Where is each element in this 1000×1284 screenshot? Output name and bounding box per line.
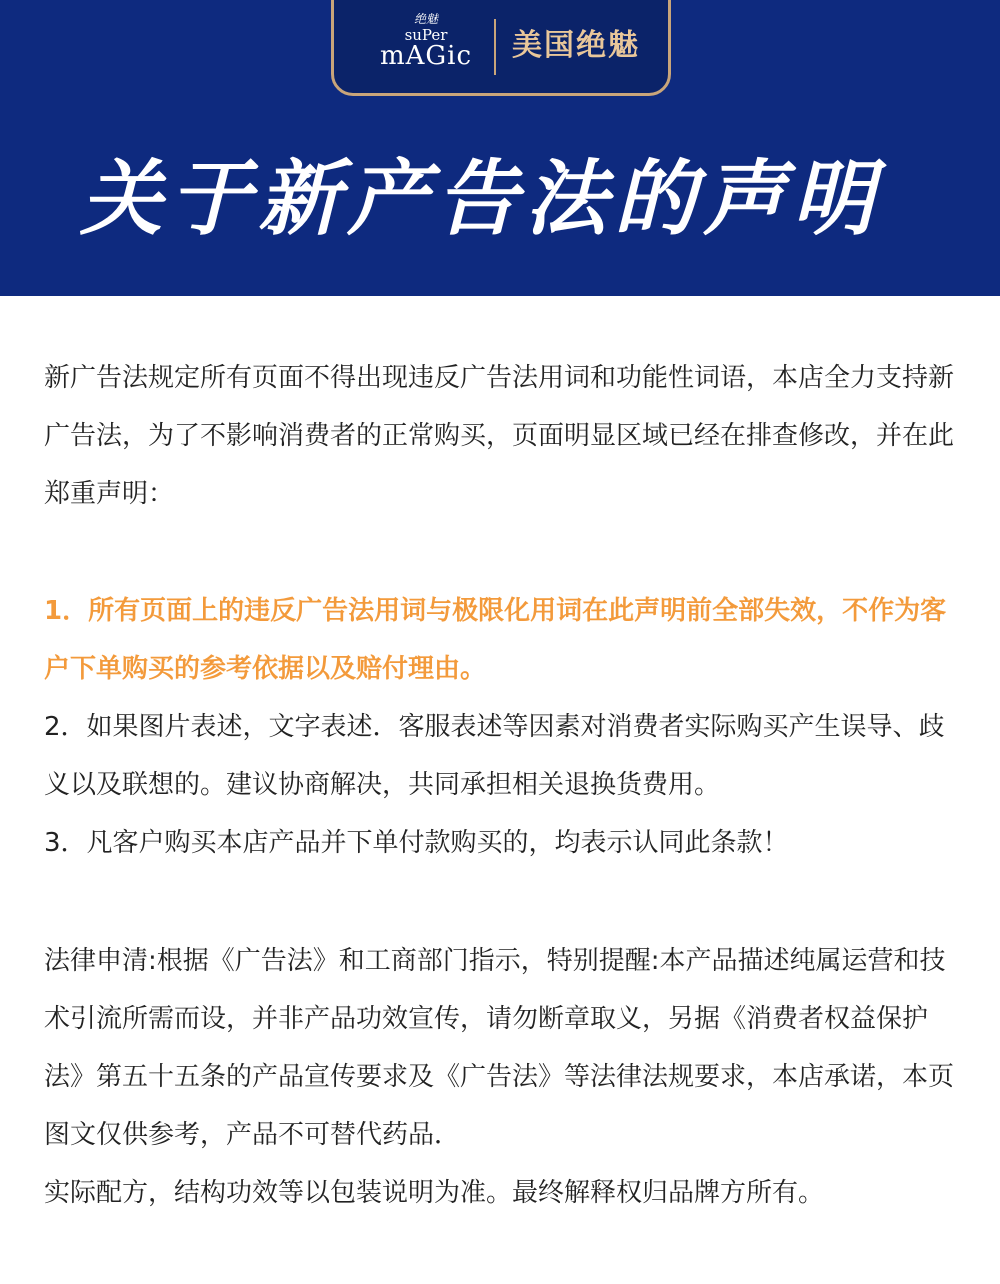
brand-magic-label: mAGic [379,41,473,71]
statement-body [44,349,956,1222]
clause-2: 2．如果图片表述，文字表述．客服表述等因素对消费者实际购买产生误导、歧义以及联想的。建议协商解决，共同承担相关退换货费用。 [44,712,945,800]
brand-wordmark [366,11,486,91]
brand-super-label: suPer [404,26,448,44]
intro-paragraph: 新广告法规定所有页面不得出现违反广告法用词和功能性词语，本店全力支持新广告法，为了不影响消费者的正常购买，页面明显区域已经在排查修改，并在此郑重声明： [44,363,955,509]
brand-small-label: 绝魅 [413,12,438,26]
page-title: 关于新产告法的声明 [80,152,881,247]
brand-chinese-name: 美国绝魅 [512,28,640,63]
final-notice: 实际配方，结构功效等以包装说明为准。最终解释权归品牌方所有。 [44,1178,825,1208]
clause-1: 1．所有页面上的违反广告法用词与极限化用词在此声明前全部失效，不作为客户下单购买的参考依据以及赔付理由。 [44,596,947,684]
header-banner [0,0,1000,296]
logo-divider [494,19,496,75]
legal-notice: 法律申清:根据《广告法》和工商部门指示，特别提醒:本产品描述纯属运营和技术引流所需而设，并非产品功效宣传，请勿断章取义，另据《消费者权益保护法》第五十五条的产品宣传要求及《广告法》等法律法规要求，本店承诺，本页图文仅供参考，产品不可替代药品． [44,946,955,1150]
brand-logo [331,0,671,96]
clause-3: 3．凡客户购买本店产品并下单付款购买的，均表示认同此条款！ [44,828,789,858]
